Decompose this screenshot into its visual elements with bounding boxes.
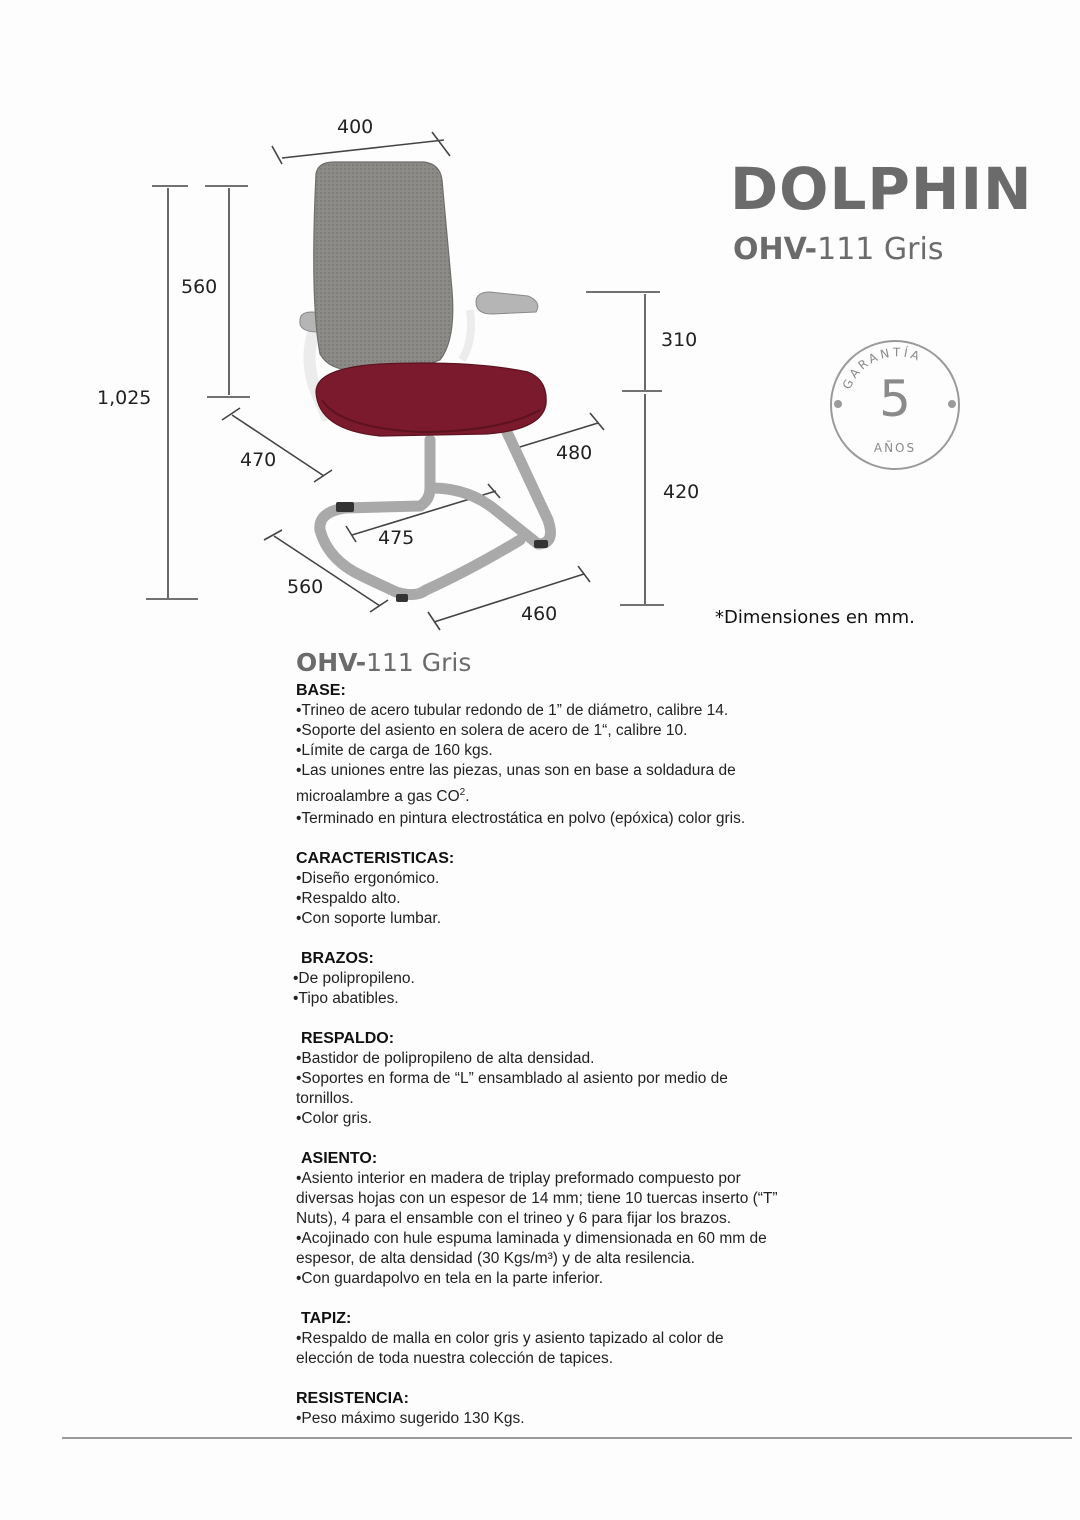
section-tapiz [296,1309,856,1369]
spec-item: •Terminado en pintura electrostática en polvo (epóxica) color gris. [296,810,746,828]
model-header [733,232,943,267]
spec-item: Nuts), 4 para el ensamble con el trineo y 6 para fijar los brazos. [296,1210,732,1228]
dim-base-depth: 560 [287,576,324,598]
specs-model-code: OHV- [296,648,367,677]
spec-item: •Soporte del asiento en solera de acero de 1“, calibre 10. [296,722,688,739]
dim-total-height: 1,025 [97,387,152,409]
warranty-bottom-label: AÑOS [873,441,917,455]
warranty-top-label: GARANTÍA [839,345,925,392]
spec-item: •Asiento interior en madera de triplay preformado compuesto por [296,1170,741,1188]
warranty-years: 5 [879,370,911,428]
dim-backrest-height: 560 [181,276,218,298]
spec-item: •Las uniones entre las piezas, unas son en base a soldadura de [296,762,736,779]
spec-item: •Acojinado con hule espuma laminada y dimensionada en 60 mm de [296,1230,767,1248]
section-brazos [293,949,856,1009]
spec-item: •De polipropileno. [293,970,415,988]
spec-item: tornillos. [296,1090,354,1108]
spec-item: espesor, de alta densidad (30 Kgs/m³) y de alta resilencia. [296,1250,695,1268]
spec-item: •Diseño ergonómico. [296,870,440,888]
dim-width-top: 400 [337,116,374,138]
section-resistencia [296,1389,856,1429]
spec-item: •Respaldo de malla en color gris y asiento tapizado al color de [296,1330,724,1348]
spec-item: diversas hojas con un espesor de 14 mm; tiene 10 tuercas inserto (“T” [296,1190,778,1208]
dim-inner-base: 475 [378,527,415,549]
section-heading: BRAZOS: [301,950,374,968]
superscript: 2 [459,787,466,798]
spec-item [296,781,856,809]
section-heading: CARACTERISTICAS: [296,850,455,868]
spec-item: •Con soporte lumbar. [296,910,442,928]
dim-seat-width: 480 [556,442,593,464]
model-code: OHV- [733,232,818,267]
specs-title [296,648,856,677]
spec-item: •Con guardapolvo en tela en la parte inferior. [296,1270,604,1288]
bottom-divider [62,1437,1072,1439]
spec-item: •Respaldo alto. [296,890,401,908]
spec-item: •Soportes en forma de “L” ensamblado al asiento por medio de [296,1070,728,1088]
spec-item: •Trineo de acero tubular redondo de 1” de diámetro, calibre 14. [296,702,729,719]
warranty-badge [828,338,962,472]
section-heading: BASE: [296,682,346,699]
section-base [296,681,856,829]
spec-item-text: microalambre a gas CO [296,788,460,806]
spec-item: •Tipo abatibles. [293,990,399,1008]
dim-base-width: 460 [521,603,558,625]
section-heading: RESISTENCIA: [296,1390,409,1408]
spec-item: •Límite de carga de 160 kgs. [296,742,493,759]
dim-seat-depth: 470 [240,449,277,471]
section-respaldo [296,1029,856,1129]
model-name: 111 Gris [817,232,944,267]
spec-item: •Peso máximo sugerido 130 Kgs. [296,1410,525,1428]
spec-item-suffix: . [465,788,470,806]
spec-item: elección de toda nuestra colección de tapices. [296,1350,614,1368]
chair-dimension-drawing [0,0,1080,640]
section-caracteristicas [296,849,856,929]
spec-item: •Bastidor de polipropileno de alta densidad. [296,1050,595,1068]
dim-armrest-height: 310 [661,329,698,351]
specifications [293,648,856,1449]
section-heading: ASIENTO: [301,1150,378,1168]
spec-item: •Color gris. [296,1110,373,1128]
specs-model-name: 111 Gris [366,648,472,677]
section-heading: TAPIZ: [301,1310,352,1328]
dimensions-note: *Dimensiones en mm. [715,607,915,628]
brand-title: DOLPHIN [730,155,1033,223]
section-asiento [296,1149,856,1289]
section-heading: RESPALDO: [301,1030,395,1048]
dim-seat-height: 420 [663,481,700,503]
